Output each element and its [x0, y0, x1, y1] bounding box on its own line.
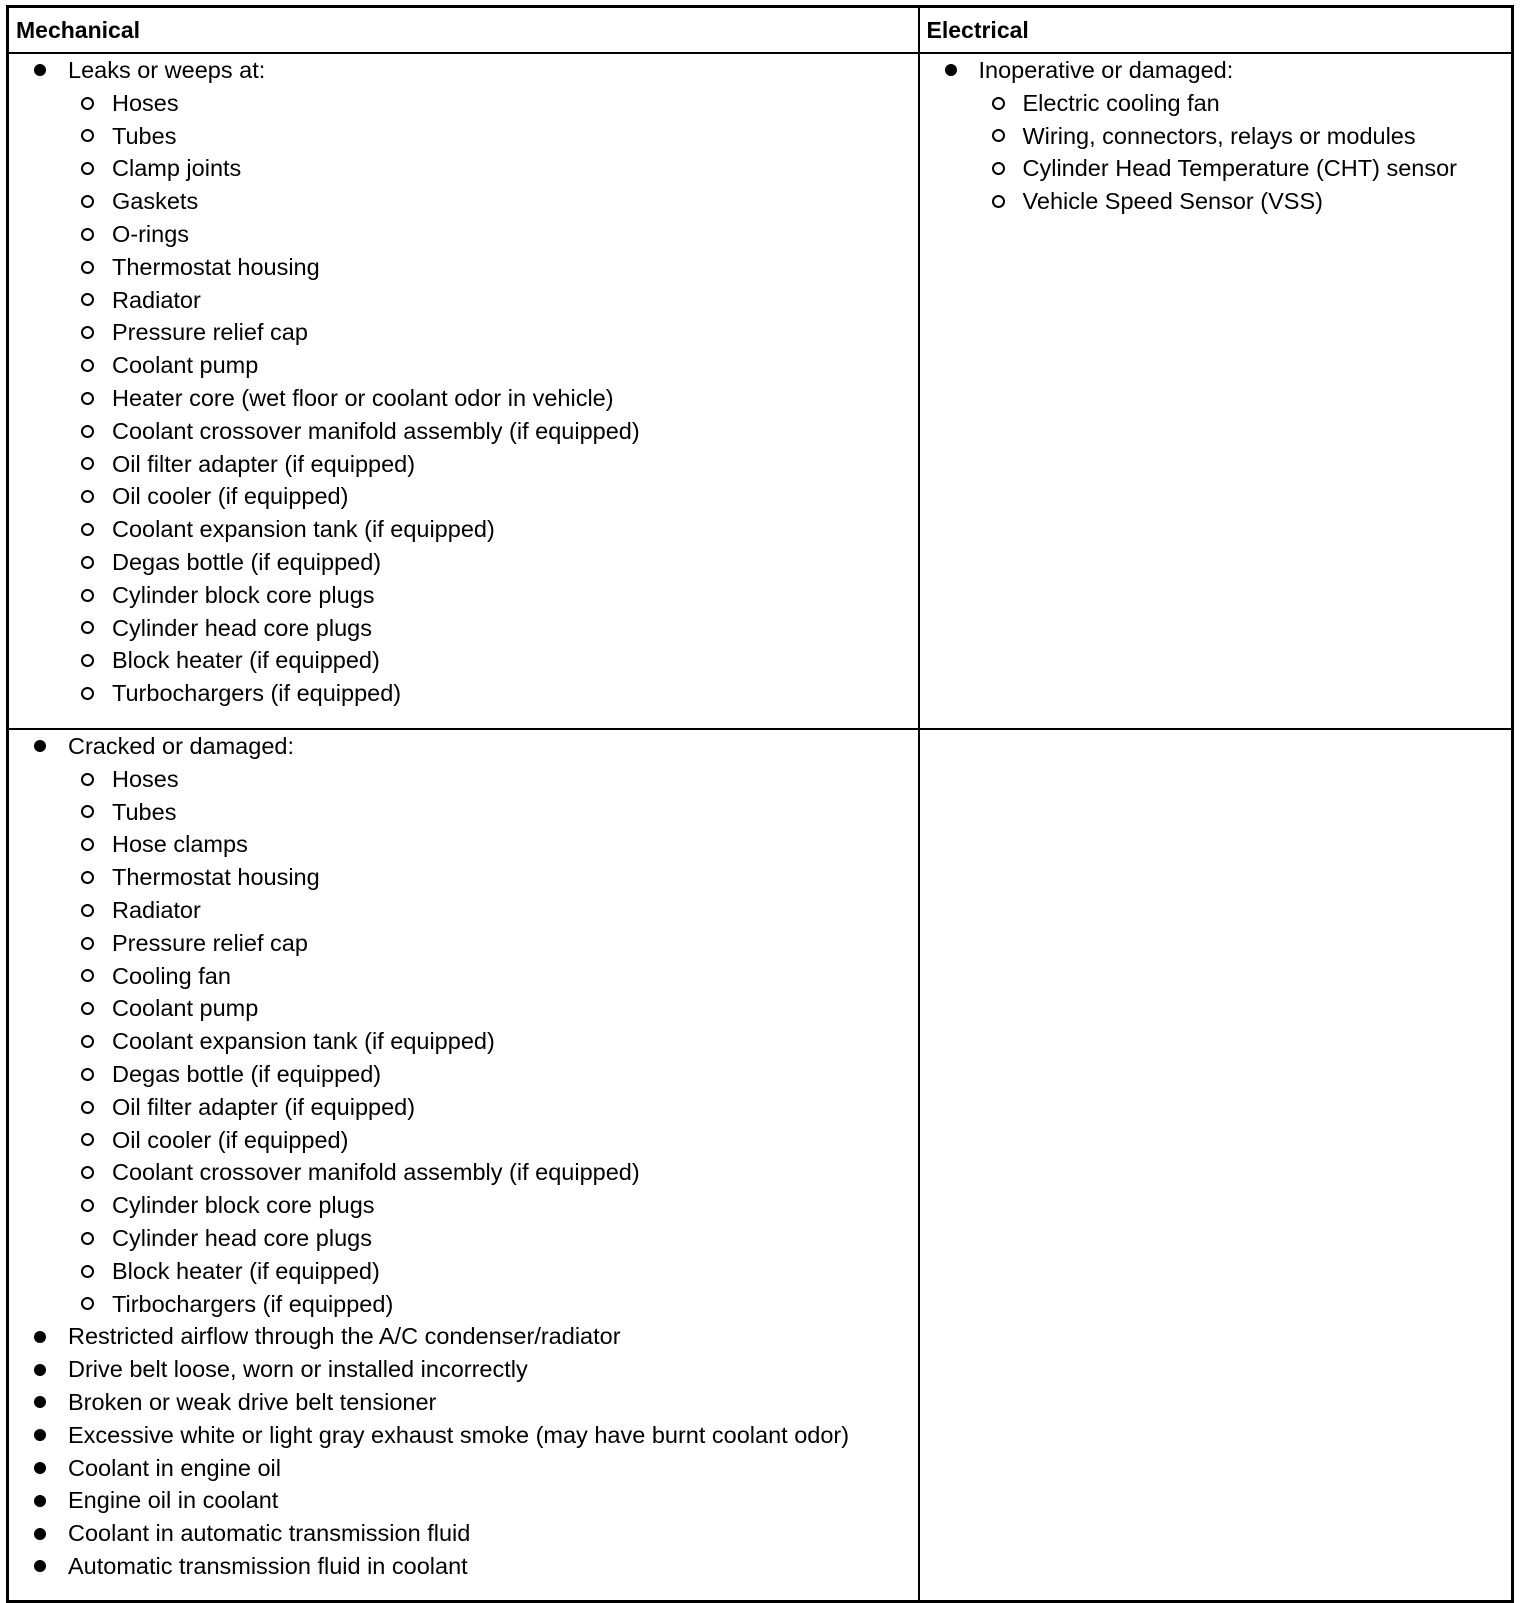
sub-list-item-row — [81, 448, 918, 481]
sub-list-item-label: Cylinder head core plugs — [112, 614, 372, 641]
hollow-bullet-icon — [81, 162, 94, 175]
list-item-row — [31, 1386, 918, 1419]
sub-list-item — [81, 415, 918, 448]
list-item-label: Cracked or damaged: — [68, 733, 294, 759]
list-item-label: Excessive white or light gray exhaust smoke (may have burnt coolant odor) — [68, 1421, 850, 1448]
sub-list-item — [81, 382, 918, 415]
list-item-row — [31, 1320, 918, 1353]
sub-list — [942, 87, 1512, 218]
sub-list-item — [81, 763, 918, 796]
sub-list-item-row — [81, 1156, 918, 1189]
sub-list-item — [81, 152, 918, 185]
sub-list-item-label: Coolant crossover manifold assembly (if equipped) — [112, 417, 640, 444]
sub-list-item-row — [81, 513, 918, 546]
sub-list-item-row — [81, 480, 918, 513]
list-item — [31, 1353, 918, 1386]
hollow-bullet-icon — [81, 1166, 94, 1179]
hollow-bullet-icon — [81, 1068, 94, 1081]
sub-list-item — [81, 513, 918, 546]
filled-bullet-icon — [34, 1331, 46, 1343]
list-item — [31, 1484, 918, 1517]
sub-list-item-label: Cooling fan — [112, 962, 231, 989]
sub-list-item — [81, 316, 918, 349]
sub-list-item — [81, 1124, 918, 1157]
list-item-row — [31, 54, 918, 87]
sub-list-item-label: Cylinder head core plugs — [112, 1224, 372, 1251]
sub-list-item — [81, 1058, 918, 1091]
sub-list-item — [81, 1222, 918, 1255]
hollow-bullet-icon — [81, 773, 94, 786]
list-item-label: Coolant in automatic transmission fluid — [68, 1520, 471, 1547]
sub-list-item-row — [81, 1091, 918, 1124]
sub-list-item — [81, 796, 918, 829]
sub-list-item-label: Oil filter adapter (if equipped) — [112, 1093, 416, 1120]
sub-list-item-label: Tirbochargers (if equipped) — [112, 1290, 394, 1317]
filled-bullet-icon — [34, 1396, 46, 1408]
list-item — [942, 54, 1512, 218]
list-item-label: Restricted airflow through the A/C condenser/radiator — [68, 1323, 621, 1350]
sub-list-item — [992, 87, 1512, 120]
sub-list-item — [81, 644, 918, 677]
sub-list-item-row — [81, 796, 918, 829]
hollow-bullet-icon — [992, 195, 1005, 208]
sub-list-item — [81, 861, 918, 894]
sub-list-item-label: Cylinder Head Temperature (CHT) sensor — [1022, 155, 1457, 182]
bullet-list — [9, 54, 918, 710]
sub-list-item — [81, 1189, 918, 1222]
hollow-bullet-icon — [81, 1133, 94, 1146]
list-item-row — [31, 1419, 918, 1452]
sub-list-item-row — [81, 1058, 918, 1091]
sub-list-item-label: Hoses — [112, 765, 179, 792]
hollow-bullet-icon — [81, 687, 94, 700]
hollow-bullet-icon — [81, 1035, 94, 1048]
sub-list-item-label: O-rings — [112, 220, 190, 247]
sub-list-item-label: Clamp joints — [112, 155, 242, 182]
sub-list-item-row — [81, 316, 918, 349]
sub-list-item-row — [81, 382, 918, 415]
sub-list-item-row — [81, 1025, 918, 1058]
sub-list-item — [81, 1255, 918, 1288]
sub-list-item-row — [992, 87, 1512, 120]
sub-list-item-label: Cylinder block core plugs — [112, 1192, 375, 1219]
sub-list-item-row — [992, 120, 1512, 153]
list-item — [31, 1320, 918, 1353]
list-item-row — [942, 54, 1512, 87]
sub-list-item-label: Coolant expansion tank (if equipped) — [112, 516, 495, 543]
sub-list-item-label: Coolant pump — [112, 352, 259, 379]
sub-list-item-row — [81, 415, 918, 448]
hollow-bullet-icon — [81, 904, 94, 917]
sub-list-item — [81, 1288, 918, 1321]
sub-list-item-label: Heater core (wet floor or coolant odor in vehicle) — [112, 384, 614, 411]
hollow-bullet-icon — [81, 129, 94, 142]
sub-list-item-row — [81, 185, 918, 218]
hollow-bullet-icon — [81, 523, 94, 536]
hollow-bullet-icon — [81, 621, 94, 634]
sub-list-item-label: Wiring, connectors, relays or modules — [1022, 122, 1416, 149]
filled-bullet-icon — [34, 1462, 46, 1474]
sub-list-item-label: Tubes — [112, 798, 177, 825]
hollow-bullet-icon — [992, 129, 1005, 142]
sub-list-item-label: Coolant pump — [112, 995, 259, 1022]
sub-list-item — [81, 677, 918, 710]
sub-list-item-row — [81, 828, 918, 861]
list-item-row — [31, 1550, 918, 1583]
list-item-row — [31, 730, 918, 763]
sub-list-item-label: Radiator — [112, 286, 201, 313]
sub-list-item-label: Hose clamps — [112, 831, 248, 858]
sub-list-item-row — [81, 349, 918, 382]
sub-list-item — [81, 927, 918, 960]
sub-list-item — [992, 185, 1512, 218]
electrical-cell — [919, 729, 1513, 1602]
hollow-bullet-icon — [81, 425, 94, 438]
sub-list-item — [81, 1091, 918, 1124]
sub-list-item-label: Oil filter adapter (if equipped) — [112, 450, 416, 477]
sub-list-item — [81, 960, 918, 993]
hollow-bullet-icon — [81, 1265, 94, 1278]
list-item-label: Broken or weak drive belt tensioner — [68, 1388, 437, 1415]
filled-bullet-icon — [34, 740, 46, 752]
sub-list-item-row — [992, 185, 1512, 218]
sub-list-item-row — [81, 152, 918, 185]
sub-list-item — [81, 1156, 918, 1189]
sub-list-item-row — [81, 763, 918, 796]
sub-list-item-row — [81, 1189, 918, 1222]
filled-bullet-icon — [34, 1364, 46, 1376]
filled-bullet-icon — [34, 1528, 46, 1540]
diagnosis-table — [6, 5, 1514, 1603]
sub-list-item-label: Oil cooler (if equipped) — [112, 1126, 349, 1153]
sub-list-item-label: Cylinder block core plugs — [112, 581, 375, 608]
hollow-bullet-icon — [81, 1297, 94, 1310]
sub-list-item-label: Thermostat housing — [112, 253, 320, 280]
sub-list-item-row — [81, 861, 918, 894]
list-item-row — [31, 1353, 918, 1386]
hollow-bullet-icon — [81, 871, 94, 884]
sub-list-item-label: Degas bottle (if equipped) — [112, 1060, 382, 1087]
hollow-bullet-icon — [81, 326, 94, 339]
sub-list-item-label: Turbochargers (if equipped) — [112, 680, 402, 707]
hollow-bullet-icon — [81, 1002, 94, 1015]
hollow-bullet-icon — [81, 457, 94, 470]
sub-list — [31, 87, 918, 710]
filled-bullet-icon — [34, 1495, 46, 1507]
hollow-bullet-icon — [81, 556, 94, 569]
sub-list-item — [81, 579, 918, 612]
sub-list-item-label: Electric cooling fan — [1022, 89, 1220, 116]
hollow-bullet-icon — [81, 392, 94, 405]
sub-list-item-row — [81, 1288, 918, 1321]
list-item — [31, 1550, 918, 1583]
sub-list-item-label: Coolant crossover manifold assembly (if equipped) — [112, 1159, 640, 1186]
bullet-list — [9, 730, 918, 1583]
sub-list-item-row — [992, 152, 1512, 185]
hollow-bullet-icon — [81, 490, 94, 503]
sub-list-item — [81, 349, 918, 382]
sub-list-item-row — [81, 87, 918, 120]
sub-list-item — [992, 120, 1512, 153]
electrical-cell — [919, 53, 1513, 729]
list-item — [31, 730, 918, 1320]
list-item — [31, 1386, 918, 1419]
sub-list-item — [81, 284, 918, 317]
header-row — [8, 7, 1513, 54]
hollow-bullet-icon — [81, 805, 94, 818]
sub-list-item-row — [81, 894, 918, 927]
hollow-bullet-icon — [81, 228, 94, 241]
hollow-bullet-icon — [81, 293, 94, 306]
mechanical-header: Mechanical — [8, 7, 919, 54]
sub-list-item-row — [81, 927, 918, 960]
sub-list-item-label: Tubes — [112, 122, 177, 149]
bullet-list — [920, 54, 1512, 218]
sub-list-item-label: Oil cooler (if equipped) — [112, 483, 349, 510]
hollow-bullet-icon — [81, 195, 94, 208]
hollow-bullet-icon — [992, 162, 1005, 175]
sub-list-item — [81, 828, 918, 861]
list-item — [31, 54, 918, 710]
sub-list-item-row — [81, 992, 918, 1025]
sub-list-item-row — [81, 1124, 918, 1157]
sub-list-item-row — [81, 546, 918, 579]
sub-list-item-label: Pressure relief cap — [112, 319, 308, 346]
hollow-bullet-icon — [81, 654, 94, 667]
sub-list-item — [81, 894, 918, 927]
sub-list-item — [81, 185, 918, 218]
sub-list-item — [81, 546, 918, 579]
hollow-bullet-icon — [81, 261, 94, 274]
filled-bullet-icon — [34, 1429, 46, 1441]
sub-list-item — [81, 120, 918, 153]
hollow-bullet-icon — [992, 97, 1005, 110]
sub-list-item-row — [81, 1222, 918, 1255]
filled-bullet-icon — [945, 64, 957, 76]
list-item-row — [31, 1484, 918, 1517]
sub-list-item — [81, 251, 918, 284]
sub-list-item-label: Gaskets — [112, 188, 199, 215]
sub-list-item — [81, 612, 918, 645]
sub-list-item — [81, 992, 918, 1025]
hollow-bullet-icon — [81, 589, 94, 602]
sub-list-item-label: Block heater (if equipped) — [112, 647, 380, 674]
sub-list-item-label: Pressure relief cap — [112, 929, 308, 956]
sub-list — [31, 763, 918, 1321]
sub-list-item-label: Hoses — [112, 89, 179, 116]
list-item-label: Leaks or weeps at: — [68, 57, 266, 83]
filled-bullet-icon — [34, 64, 46, 76]
list-item-label: Drive belt loose, worn or installed incorrectly — [68, 1356, 528, 1383]
sub-list-item-row — [81, 284, 918, 317]
hollow-bullet-icon — [81, 838, 94, 851]
sub-list-item-label: Block heater (if equipped) — [112, 1257, 380, 1284]
mechanical-cell — [8, 729, 919, 1602]
hollow-bullet-icon — [81, 1232, 94, 1245]
hollow-bullet-icon — [81, 1199, 94, 1212]
electrical-header: Electrical — [919, 7, 1513, 54]
sub-list-item — [81, 480, 918, 513]
filled-bullet-icon — [34, 1560, 46, 1572]
list-item-label: Coolant in engine oil — [68, 1454, 281, 1481]
sub-list-item-label: Thermostat housing — [112, 864, 320, 891]
hollow-bullet-icon — [81, 97, 94, 110]
sub-list-item-row — [81, 644, 918, 677]
sub-list-item — [81, 448, 918, 481]
table-row — [8, 729, 1513, 1602]
sub-list-item-label: Vehicle Speed Sensor (VSS) — [1022, 188, 1323, 215]
sub-list-item-row — [81, 218, 918, 251]
list-item-label: Automatic transmission fluid in coolant — [68, 1552, 468, 1579]
list-item-label: Engine oil in coolant — [68, 1487, 279, 1514]
sub-list-item-row — [81, 612, 918, 645]
sub-list-item-row — [81, 960, 918, 993]
sub-list-item-row — [81, 677, 918, 710]
sub-list-item-label: Degas bottle (if equipped) — [112, 548, 382, 575]
sub-list-item — [81, 1025, 918, 1058]
mechanical-cell — [8, 53, 919, 729]
list-item — [31, 1517, 918, 1550]
list-item — [31, 1419, 918, 1452]
list-item-label: Inoperative or damaged: — [978, 57, 1234, 83]
sub-list-item-label: Coolant expansion tank (if equipped) — [112, 1028, 495, 1055]
sub-list-item — [81, 218, 918, 251]
sub-list-item-row — [81, 579, 918, 612]
table-row — [8, 53, 1513, 729]
hollow-bullet-icon — [81, 937, 94, 950]
list-item — [31, 1452, 918, 1485]
list-item-row — [31, 1452, 918, 1485]
sub-list-item — [992, 152, 1512, 185]
hollow-bullet-icon — [81, 1101, 94, 1114]
hollow-bullet-icon — [81, 969, 94, 982]
sub-list-item-row — [81, 251, 918, 284]
hollow-bullet-icon — [81, 359, 94, 372]
sub-list-item — [81, 87, 918, 120]
sub-list-item-row — [81, 1255, 918, 1288]
sub-list-item-label: Radiator — [112, 896, 201, 923]
sub-list-item-row — [81, 120, 918, 153]
list-item-row — [31, 1517, 918, 1550]
